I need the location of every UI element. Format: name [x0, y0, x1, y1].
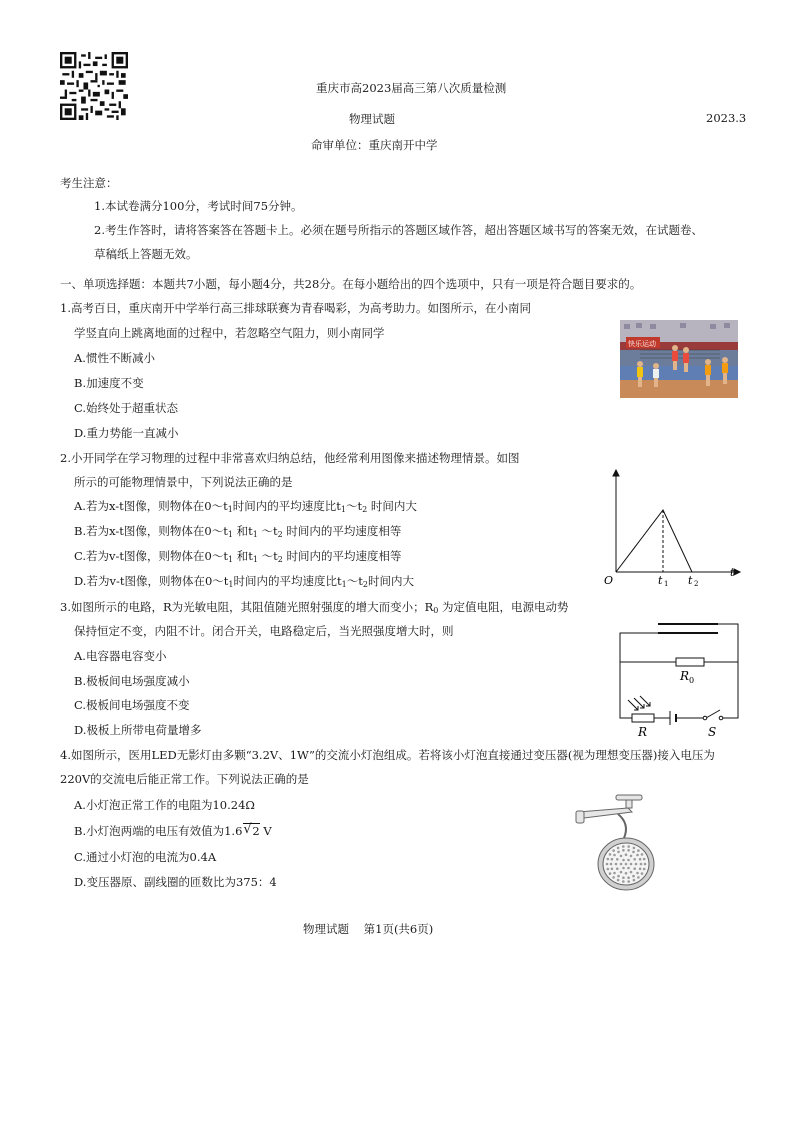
switch-lever: [706, 710, 720, 718]
led-dot: [617, 851, 620, 854]
led-dot: [612, 849, 615, 852]
led-dot: [633, 858, 636, 861]
q1-option-a: A.惯性不断减小: [74, 351, 155, 365]
led-dot: [644, 863, 647, 866]
led-dot: [625, 863, 628, 866]
section-heading: 一、单项选择题：本题共7小题，每小题4分，共28分。在每小题给出的四个选项中，只有一项是符合题目要求的。: [60, 277, 642, 291]
exam-title: 重庆市高2023届高三第八次质量检测: [316, 81, 507, 95]
led-dot: [615, 863, 618, 866]
q4-option-d: D.变压器原、副线圈的匝数比为375：4: [74, 875, 277, 889]
volleyball-photo: [620, 320, 738, 398]
q3-circuit: [614, 618, 744, 738]
led-dot: [639, 868, 642, 871]
q4-stem: 4.如图所示，医用LED无影灯由多颗“3.2V、1W”的交流小灯泡组成。若将该小灯泡直接通过变压器(视为理想变压器)接入电压为: [60, 748, 715, 762]
q2-option-b: B.若为x-t图像，则物体在$0\sim t_1$ 和$t_1$ $\sim t_2$ 时间内的平均速度相等: [74, 524, 402, 539]
q2-stem: 2.小开同学在学习物理的过程中非常喜欢归纳总结，他经常利用图像来描述物理情景。如图: [60, 451, 520, 465]
led-dot: [606, 863, 609, 866]
led-dot: [622, 845, 625, 848]
led-dot: [639, 858, 642, 861]
label-r0-sub: 0: [689, 676, 695, 685]
q4-option-c: C.通过小灯泡的电流为0.4A: [74, 850, 217, 864]
led-dot: [613, 872, 616, 875]
led-dot: [636, 854, 639, 857]
led-dot: [630, 855, 633, 858]
led-dot: [622, 849, 625, 852]
led-dot: [616, 867, 619, 870]
led-dot: [612, 876, 615, 879]
led-dot: [637, 876, 640, 879]
led-dot: [609, 872, 612, 875]
q2-option-c: C.若为v-t图像，则物体在$0\sim t_1$ 和$t_1$ $\sim t_2$ 时间内的平均速度相等: [74, 549, 402, 564]
graph-origin-label: O: [604, 574, 614, 587]
q1-option-b: B.加速度不变: [74, 376, 144, 390]
q3-stem-continued: 保持恒定不变，内阻不计。闭合开关，电路稳定后，当光照强度增大时，则: [74, 624, 454, 638]
led-dot: [620, 855, 623, 858]
led-dot: [633, 879, 636, 882]
page-footer: 物理试题 第1页(共6页): [303, 922, 434, 936]
led-dot: [609, 853, 612, 856]
led-dot: [641, 853, 644, 856]
led-dot: [607, 858, 610, 861]
led-dot: [630, 871, 633, 874]
led-dot: [641, 872, 644, 875]
led-dot: [632, 851, 635, 854]
led-lamp-illustration: [572, 794, 682, 894]
wire-right: [718, 624, 738, 718]
led-dot: [632, 875, 635, 878]
led-dot: [643, 858, 646, 861]
led-dot: [633, 847, 636, 850]
label-r0: R: [680, 669, 690, 683]
q3-option-c: C.极板间电场强度不变: [74, 698, 190, 712]
q1-option-d: D.重力势能一直减小: [74, 426, 179, 440]
led-dot: [625, 853, 628, 856]
graph-t-axis-label: t: [730, 566, 735, 579]
led-dot: [627, 880, 630, 883]
qr-code: [60, 52, 128, 120]
led-dot: [640, 863, 643, 866]
sqrt-symbol: √ 2: [243, 822, 260, 838]
led-dot: [607, 868, 610, 871]
q2-stem-continued: 所示的可能物理情景中，下列说法正确的是: [74, 475, 293, 489]
banner-text: 快乐运动: [628, 340, 656, 348]
led-dot: [636, 872, 639, 875]
notice-item-2-continued: 草稿纸上答题无效。: [94, 247, 198, 261]
notice-heading: 考生注意：: [60, 176, 118, 190]
led-dot: [627, 876, 630, 879]
led-dot: [627, 845, 630, 848]
q3-option-a: A.电容器电容变小: [74, 649, 167, 663]
led-dot: [617, 875, 620, 878]
led-dot: [637, 849, 640, 852]
q3-option-d: D.极板上所带电荷量增多: [74, 723, 202, 737]
led-dot: [635, 863, 638, 866]
led-dot: [627, 859, 630, 862]
q3-stem: 3.如图所示的电路，R为光敏电阻，其阻值随光照射强度的增大而变小；$R_0$ 为定值电阻，电源电动势: [60, 600, 569, 615]
exam-date: 2023.3: [706, 111, 747, 125]
q1-stem: 1.高考百日，重庆南开中学举行高三排球联赛为青春喝彩，为高考助力。如图所示，在小南同: [60, 301, 531, 315]
graph-t1-label: t: [658, 574, 663, 587]
led-dot: [625, 872, 628, 875]
q3-option-b: B.极板间电场强度减小: [74, 674, 190, 688]
switch-contact: [719, 716, 723, 720]
x-axis-arrow: [734, 569, 740, 575]
led-dot: [630, 863, 633, 866]
led-dot: [620, 863, 623, 866]
notice-item-1: 1.本试卷满分100分，考试时间75分钟。: [94, 199, 303, 213]
subject-title: 物理试题: [349, 112, 395, 126]
q4-option-b: B.小灯泡两端的电压有效值为1.6 √ 2 V: [74, 822, 272, 838]
q4-stem-continued: 220V的交流电后能正常工作。下列说法正确的是: [60, 772, 309, 786]
label-s: S: [708, 725, 717, 739]
q1-stem-continued: 学竖直向上跳离地面的过程中，若忽略空气阻力，则小南同学: [74, 326, 385, 340]
notice-item-2: 2.考生作答时，请将答案答在答题卡上。必须在题号所指示的答题区域作答，超出答题区域书写的答案无效，在试题卷、: [94, 223, 703, 237]
q2-graph: [600, 468, 740, 588]
led-dot: [622, 876, 625, 879]
led-dot: [627, 867, 630, 870]
graph-t2-label: t: [688, 574, 693, 587]
led-dot: [620, 871, 623, 874]
led-dot: [616, 858, 619, 861]
led-dot: [617, 879, 620, 882]
graph-line: [616, 510, 692, 572]
q1-option-c: C.始终处于超重状态: [74, 401, 179, 415]
graph-t1-sub: 1: [664, 580, 669, 588]
led-dot: [613, 854, 616, 857]
y-axis-arrow: [613, 470, 619, 476]
led-dot: [611, 858, 614, 861]
wire-left: [620, 633, 658, 718]
led-dot: [622, 859, 625, 862]
graph-t2-sub: 2: [694, 580, 699, 588]
led-dot: [622, 880, 625, 883]
led-dot: [611, 868, 614, 871]
led-dot: [627, 849, 630, 852]
light-arrows: [628, 696, 650, 710]
q2-option-d: D.若为v-t图像，则物体在$0\sim t_1$时间内的平均速度比$t_1\sim t_2$时间内大: [74, 574, 414, 589]
led-dot: [633, 867, 636, 870]
label-r: R: [638, 725, 648, 739]
led-dot: [622, 867, 625, 870]
led-dot: [643, 868, 646, 871]
led-dot: [617, 847, 620, 850]
led-dot: [610, 863, 613, 866]
resistor-r0: [676, 658, 704, 666]
author-unit: 命审单位：重庆南开中学: [311, 138, 438, 152]
q4-option-a: A.小灯泡正常工作的电阻为10.24Ω: [74, 798, 255, 812]
photoresistor-r: [632, 714, 654, 722]
q2-option-a: A.若为x-t图像，则物体在$0\sim t_1$时间内的平均速度比$t_1\sim t_2$ 时间内大: [74, 499, 417, 514]
switch-pivot: [703, 716, 707, 720]
